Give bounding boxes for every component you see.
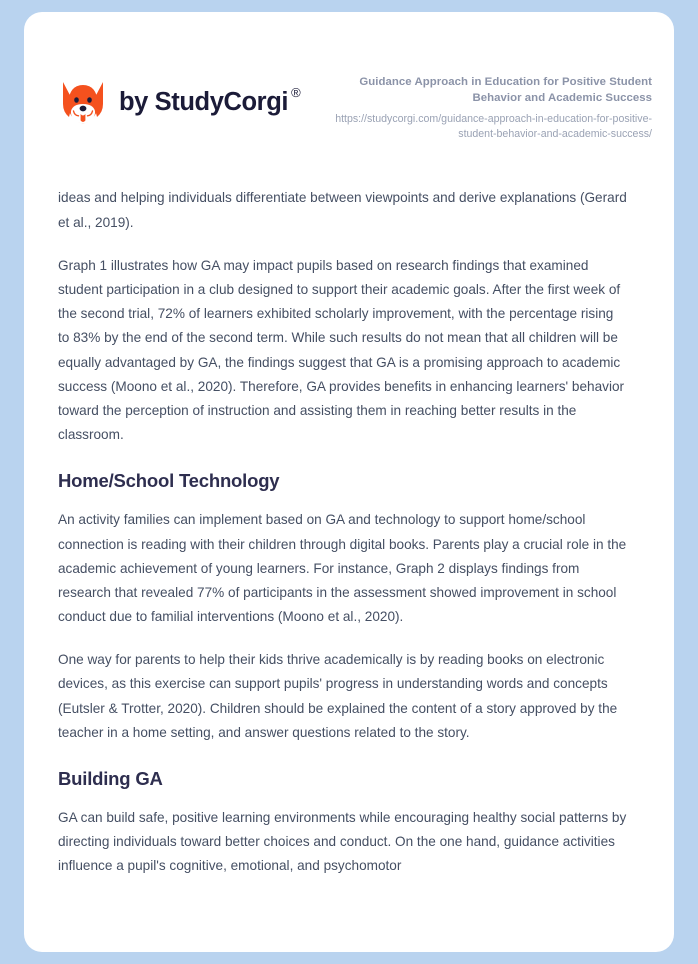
brand-logo[interactable]	[60, 70, 300, 128]
section-heading: Home/School Technology	[58, 470, 280, 492]
document-title: Guidance Approach in Education for Positive Student Behavior and Academic Success	[359, 76, 652, 105]
section-heading: Building GA	[58, 768, 163, 790]
registered-trademark-icon: ®	[291, 85, 301, 101]
corgi-head-icon	[60, 78, 106, 128]
brand-wordmark-text: by StudyCorgi	[119, 88, 289, 117]
body-paragraph: One way for parents to help their kids thrive academically is by reading books on electronic devices, as this exercise can support pupils' progress in understanding words and concepts (Eutsler & Trotter, 2020). Children should be explained the content of a story approved by the teacher in a home setting, and answer questions related to the story.	[58, 652, 618, 740]
brand-wordmark	[119, 85, 301, 117]
body-paragraph: ideas and helping individuals differentiate between viewpoints and derive explanations (Gerard et al., 2019).	[58, 190, 627, 230]
document-body	[24, 142, 674, 878]
document-header	[24, 12, 674, 142]
body-paragraph: Graph 1 illustrates how GA may impact pupils based on research findings that examined student participation in a club designed to support their academic goals. After the first week of the second trial, 72% of learners exhibited scholarly improvement, with the percentage rising to 83% by the end of the second term. While such results do not mean that all children will be equally advantaged by GA, the findings suggest that GA is a promising approach to academic success (Moono et al., 2020). Therefore, GA provides benefits in enhancing learners' behavior toward the perception of instruction and assisting them in reaching better results in the classroom.	[58, 257, 625, 443]
body-paragraph: An activity families can implement based on GA and technology to support home/school connection is reading with their children through digital books. Parents play a crucial role in the academic achievement of young learners. For instance, Graph 2 displays findings from research that revealed 77% of participants in the assessment showed improvement in school conduct due to familial interventions (Moono et al., 2020).	[58, 512, 627, 625]
body-paragraph: GA can build safe, positive learning environments while encouraging healthy social patterns by directing individuals toward better choices and conduct. On the one hand, guidance activities influence a pupil's cognitive, emotional, and psychomotor	[58, 810, 627, 874]
document-page-card	[24, 12, 674, 952]
document-source-url[interactable]: https://studycorgi.com/guidance-approach-in-education-for-positive-student-behavior-and-academic-success/	[335, 113, 652, 141]
header-metadata	[308, 70, 652, 142]
